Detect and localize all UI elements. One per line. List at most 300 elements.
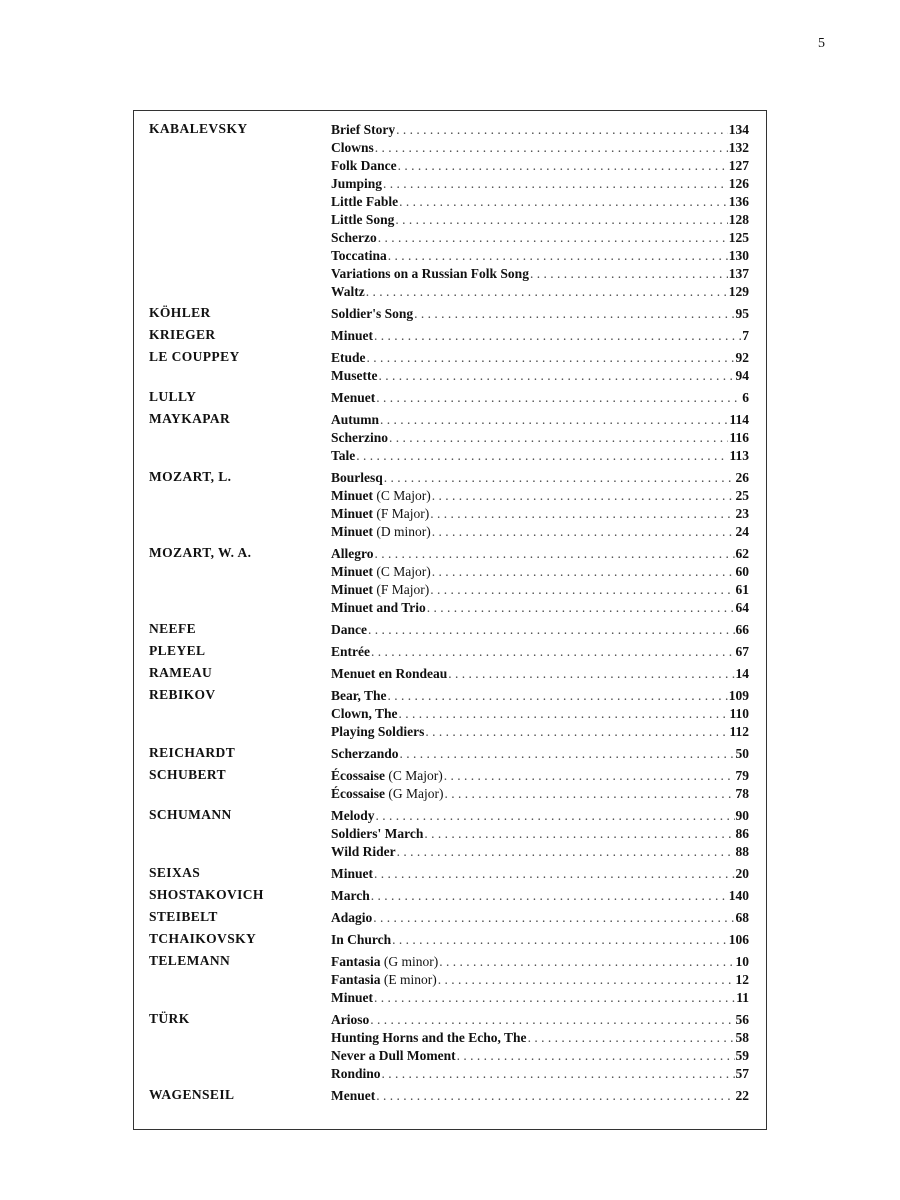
piece-entry [331, 705, 749, 723]
piece-title [331, 211, 394, 229]
dot-leader [397, 843, 735, 861]
piece-title [331, 505, 429, 523]
composer-name: MOZART, W. A. [149, 545, 252, 560]
piece-title [331, 785, 443, 803]
page-ref: 114 [729, 412, 749, 427]
composer-group [134, 807, 766, 861]
piece-title [331, 767, 443, 785]
piece-title [331, 1065, 381, 1083]
piece-entry [331, 767, 749, 785]
piece-entry [331, 211, 749, 229]
piece-entry [331, 989, 749, 1007]
page-number: 5 [818, 36, 825, 51]
page-ref: 22 [735, 1088, 749, 1103]
piece-title [331, 665, 447, 683]
composer-group [134, 865, 766, 883]
piece-list [331, 665, 749, 683]
piece-title [331, 447, 355, 465]
piece-title-text: Arioso [331, 1012, 370, 1027]
piece-title-text: Adagio [331, 910, 373, 925]
piece-entry [331, 283, 749, 301]
piece-title [331, 175, 382, 193]
piece-entry [331, 687, 749, 705]
dot-leader [432, 563, 735, 581]
composer-name: RAMEAU [149, 665, 213, 680]
dot-leader [373, 909, 734, 927]
dot-leader [375, 139, 728, 157]
piece-title [331, 887, 370, 905]
page-ref: 130 [728, 248, 749, 263]
piece-title [331, 1087, 375, 1105]
page-ref: 78 [735, 786, 749, 801]
piece-title-text: Écossaise [331, 768, 385, 783]
dot-leader [432, 523, 735, 541]
piece-entry [331, 469, 749, 487]
piece-title [331, 581, 429, 599]
page-ref: 126 [728, 176, 749, 191]
dot-leader [444, 767, 735, 785]
dot-leader [439, 953, 734, 971]
piece-entry [331, 807, 749, 825]
composer-group [134, 621, 766, 639]
piece-title-text: Clown, The [331, 706, 398, 721]
piece-list [331, 621, 749, 639]
page-ref: 79 [735, 768, 749, 783]
piece-list [331, 745, 749, 763]
page-ref: 136 [728, 194, 749, 209]
page-ref: 60 [735, 564, 749, 579]
piece-title-text: March [331, 888, 370, 903]
composer-group [134, 767, 766, 803]
piece-entry [331, 349, 749, 367]
piece-entry [331, 931, 749, 949]
piece-entry [331, 545, 749, 563]
dot-leader [371, 887, 728, 905]
piece-list [331, 887, 749, 905]
piece-title-text: Etude [331, 350, 366, 365]
dot-leader [382, 1065, 735, 1083]
piece-title [331, 545, 374, 563]
composer-name: NEEFE [149, 621, 197, 636]
dot-leader [424, 825, 734, 843]
piece-list [331, 807, 749, 861]
piece-entry [331, 389, 749, 407]
piece-title [331, 621, 367, 639]
piece-title [331, 229, 377, 247]
piece-key: (C Major) [376, 488, 431, 503]
piece-entry [331, 843, 749, 861]
page-ref: 129 [728, 284, 749, 299]
dot-leader [388, 687, 728, 705]
dot-leader [367, 349, 735, 367]
composer-group [134, 931, 766, 949]
piece-title-text: Musette [331, 368, 378, 383]
piece-title-text: Menuet [331, 1088, 376, 1103]
piece-list [331, 865, 749, 883]
dot-leader [398, 157, 728, 175]
composer-group [134, 953, 766, 1007]
piece-list [331, 327, 749, 345]
composer-name: REBIKOV [149, 687, 216, 702]
piece-entry [331, 887, 749, 905]
piece-list [331, 1087, 749, 1105]
dot-leader [378, 367, 734, 385]
page-ref: 50 [735, 746, 749, 761]
piece-title-text: Dance [331, 622, 367, 637]
piece-list [331, 545, 749, 617]
piece-list [331, 909, 749, 927]
piece-entry [331, 305, 749, 323]
piece-title-text: Menuet [331, 390, 376, 405]
piece-title-text: Minuet [331, 328, 373, 343]
composer-group [134, 887, 766, 905]
piece-key: (F Major) [376, 506, 430, 521]
piece-title-text: Folk Dance [331, 158, 397, 173]
piece-title [331, 687, 387, 705]
piece-entry [331, 745, 749, 763]
piece-title-text: Playing Soldiers [331, 724, 425, 739]
page-ref: 140 [728, 888, 749, 903]
page-ref: 112 [729, 724, 749, 739]
piece-list [331, 687, 749, 741]
piece-title-text: Brief Story [331, 122, 396, 137]
piece-title-text: Fantasia [331, 954, 381, 969]
piece-entry [331, 139, 749, 157]
piece-entry [331, 229, 749, 247]
dot-leader [371, 643, 735, 661]
piece-title-text: Melody [331, 808, 375, 823]
piece-title [331, 121, 395, 139]
page-ref: 125 [728, 230, 749, 245]
piece-title-text: Bourlesq [331, 470, 383, 485]
piece-list [331, 121, 749, 301]
composer-name: SHOSTAKOVICH [149, 887, 264, 902]
composer-group [134, 1011, 766, 1083]
piece-title-text: Bear, The [331, 688, 387, 703]
piece-entry [331, 825, 749, 843]
page-ref: 10 [735, 954, 749, 969]
piece-title [331, 157, 397, 175]
piece-title [331, 909, 372, 927]
page-ref: 113 [729, 448, 749, 463]
piece-title [331, 1047, 456, 1065]
piece-title-text: Minuet [331, 564, 373, 579]
dot-leader [383, 175, 728, 193]
page-ref: 106 [728, 932, 749, 947]
piece-title-text: Menuet en Rondeau [331, 666, 448, 681]
piece-list [331, 931, 749, 949]
dot-leader [430, 581, 734, 599]
composer-group [134, 305, 766, 323]
piece-entry [331, 665, 749, 683]
piece-list [331, 643, 749, 661]
piece-title [331, 389, 375, 407]
piece-title [331, 953, 438, 971]
piece-entry [331, 953, 749, 971]
piece-title-text: Jumping [331, 176, 383, 191]
composer-name: KÖHLER [149, 305, 211, 320]
piece-title [331, 139, 374, 157]
piece-title [331, 469, 383, 487]
dot-leader [425, 723, 728, 741]
composer-name: MAYKAPAR [149, 411, 231, 426]
piece-key: (G minor) [383, 954, 439, 969]
composer-group [134, 349, 766, 385]
piece-key: (C Major) [376, 564, 431, 579]
composer-group [134, 1087, 766, 1105]
piece-title [331, 989, 373, 1007]
piece-entry [331, 327, 749, 345]
piece-title-text: Minuet [331, 488, 373, 503]
page-ref: 88 [735, 844, 749, 859]
page-ref: 68 [735, 910, 749, 925]
piece-entry [331, 599, 749, 617]
page-ref: 57 [735, 1066, 749, 1081]
piece-title-text: Allegro [331, 546, 374, 561]
dot-leader [366, 283, 728, 301]
dot-leader [400, 745, 735, 763]
piece-entry [331, 1011, 749, 1029]
page-ref: 64 [735, 600, 749, 615]
piece-key: (E minor) [383, 972, 437, 987]
piece-list [331, 767, 749, 803]
piece-title-text: Minuet and Trio [331, 600, 426, 615]
dot-leader [376, 1087, 734, 1105]
composer-group [134, 909, 766, 927]
piece-key: (C Major) [388, 768, 443, 783]
piece-title-text: Hunting Horns and the Echo, The [331, 1030, 527, 1045]
composer-name: LULLY [149, 389, 197, 404]
piece-entry [331, 447, 749, 465]
composer-name: TELEMANN [149, 953, 231, 968]
piece-list [331, 389, 749, 407]
page-ref: 7 [742, 328, 749, 343]
piece-entry [331, 1087, 749, 1105]
composer-group [134, 469, 766, 541]
piece-title [331, 599, 426, 617]
page-ref: 25 [735, 488, 749, 503]
page-ref: 56 [735, 1012, 749, 1027]
dot-leader [444, 785, 734, 803]
piece-title-text: Minuet [331, 866, 373, 881]
piece-title-text: Clowns [331, 140, 374, 155]
piece-entry [331, 1065, 749, 1083]
page-ref: 11 [736, 990, 749, 1005]
dot-leader [378, 229, 728, 247]
page-ref: 20 [735, 866, 749, 881]
dot-leader [399, 705, 729, 723]
piece-key: (D minor) [376, 524, 431, 539]
piece-entry [331, 487, 749, 505]
piece-title-text: Scherzino [331, 430, 388, 445]
piece-entry [331, 1029, 749, 1047]
dot-leader [376, 807, 735, 825]
page-ref: 134 [728, 122, 749, 137]
piece-entry [331, 1047, 749, 1065]
composer-name: TÜRK [149, 1011, 190, 1026]
piece-title [331, 1011, 369, 1029]
piece-entry [331, 865, 749, 883]
page-ref: 86 [735, 826, 749, 841]
piece-title [331, 723, 424, 741]
piece-title [331, 807, 375, 825]
piece-title [331, 745, 399, 763]
piece-title [331, 1029, 527, 1047]
dot-leader [396, 121, 728, 139]
piece-list [331, 305, 749, 323]
piece-title [331, 643, 370, 661]
page-ref: 127 [728, 158, 749, 173]
piece-title-text: Minuet [331, 582, 373, 597]
dot-leader [380, 411, 728, 429]
piece-title-text: Soldiers' March [331, 826, 424, 841]
dot-leader [528, 1029, 735, 1047]
piece-entry [331, 643, 749, 661]
composer-group [134, 121, 766, 301]
piece-title-text: Toccatina [331, 248, 387, 263]
composer-group [134, 389, 766, 407]
piece-key: (F Major) [376, 582, 430, 597]
piece-title [331, 265, 529, 283]
page-ref: 116 [729, 430, 749, 445]
piece-entry [331, 523, 749, 541]
composer-name: SCHUBERT [149, 767, 226, 782]
page-ref: 90 [735, 808, 749, 823]
piece-entry [331, 247, 749, 265]
composer-name: MOZART, L. [149, 469, 232, 484]
piece-entry [331, 411, 749, 429]
dot-leader [395, 211, 727, 229]
piece-title-text: Little Song [331, 212, 395, 227]
piece-title-text: In Church [331, 932, 392, 947]
composer-name: REICHARDT [149, 745, 236, 760]
piece-title-text: Tale [331, 448, 356, 463]
page-ref: 132 [728, 140, 749, 155]
piece-entry [331, 367, 749, 385]
composer-group [134, 665, 766, 683]
composer-index-table [133, 110, 767, 1130]
piece-title [331, 367, 377, 385]
piece-entry [331, 505, 749, 523]
composer-name: TCHAIKOVSKY [149, 931, 257, 946]
composer-name: KABALEVSKY [149, 121, 248, 136]
piece-title [331, 283, 365, 301]
page-ref: 58 [735, 1030, 749, 1045]
piece-title-text: Waltz [331, 284, 365, 299]
piece-list [331, 349, 749, 385]
piece-title-text: Scherzo [331, 230, 377, 245]
piece-entry [331, 971, 749, 989]
piece-entry [331, 785, 749, 803]
piece-title-text: Entrée [331, 644, 370, 659]
composer-group [134, 545, 766, 617]
piece-title [331, 349, 366, 367]
piece-title-text: Variations on a Russian Folk Song [331, 266, 529, 281]
piece-title-text: Autumn [331, 412, 380, 427]
piece-title-text: Never a Dull Moment [331, 1048, 456, 1063]
piece-entry [331, 157, 749, 175]
composer-name: SEIXAS [149, 865, 201, 880]
composer-group [134, 327, 766, 345]
piece-entry [331, 193, 749, 211]
dot-leader [448, 665, 734, 683]
piece-title [331, 429, 388, 447]
dot-leader [457, 1047, 735, 1065]
piece-list [331, 953, 749, 1007]
piece-title [331, 865, 373, 883]
piece-entry [331, 581, 749, 599]
page-ref: 59 [735, 1048, 749, 1063]
piece-entry [331, 621, 749, 639]
composer-name: SCHUMANN [149, 807, 232, 822]
piece-title-text: Little Fable [331, 194, 399, 209]
page-ref: 128 [728, 212, 749, 227]
page-ref: 23 [735, 506, 749, 521]
piece-title [331, 843, 396, 861]
composer-groups [134, 121, 766, 1105]
dot-leader [388, 247, 728, 265]
piece-title-text: Minuet [331, 524, 373, 539]
page-ref: 110 [729, 706, 749, 721]
composer-name: LE COUPPEY [149, 349, 240, 364]
composer-group [134, 643, 766, 661]
dot-leader [370, 1011, 734, 1029]
piece-list [331, 1011, 749, 1083]
dot-leader [392, 931, 728, 949]
piece-title-text: Scherzando [331, 746, 399, 761]
piece-title-text: Minuet [331, 506, 373, 521]
piece-entry [331, 429, 749, 447]
page-ref: 66 [735, 622, 749, 637]
piece-title-text: Minuet [331, 990, 373, 1005]
dot-leader [374, 989, 735, 1007]
page-ref: 92 [735, 350, 749, 365]
dot-leader [376, 389, 741, 407]
dot-leader [368, 621, 735, 639]
dot-leader [432, 487, 735, 505]
piece-title [331, 305, 413, 323]
piece-title [331, 487, 431, 505]
piece-title-text: Rondino [331, 1066, 381, 1081]
page-ref: 12 [735, 972, 749, 987]
piece-entry [331, 265, 749, 283]
dot-leader [356, 447, 728, 465]
page-ref: 61 [735, 582, 749, 597]
piece-title [331, 931, 391, 949]
piece-title [331, 705, 398, 723]
piece-title-text: Fantasia [331, 972, 381, 987]
dot-leader [530, 265, 728, 283]
piece-title [331, 327, 373, 345]
piece-entry [331, 909, 749, 927]
piece-entry [331, 723, 749, 741]
piece-entry [331, 121, 749, 139]
dot-leader [438, 971, 735, 989]
dot-leader [430, 505, 734, 523]
piece-title-text: Wild Rider [331, 844, 396, 859]
piece-title [331, 971, 437, 989]
dot-leader [427, 599, 735, 617]
piece-key: (G Major) [388, 786, 444, 801]
composer-name: KRIEGER [149, 327, 216, 342]
dot-leader [375, 545, 735, 563]
piece-title-text: Soldier's Song [331, 306, 414, 321]
dot-leader [384, 469, 735, 487]
dot-leader [414, 305, 734, 323]
page-ref: 14 [735, 666, 749, 681]
dot-leader [374, 865, 735, 883]
page-ref: 95 [735, 306, 749, 321]
